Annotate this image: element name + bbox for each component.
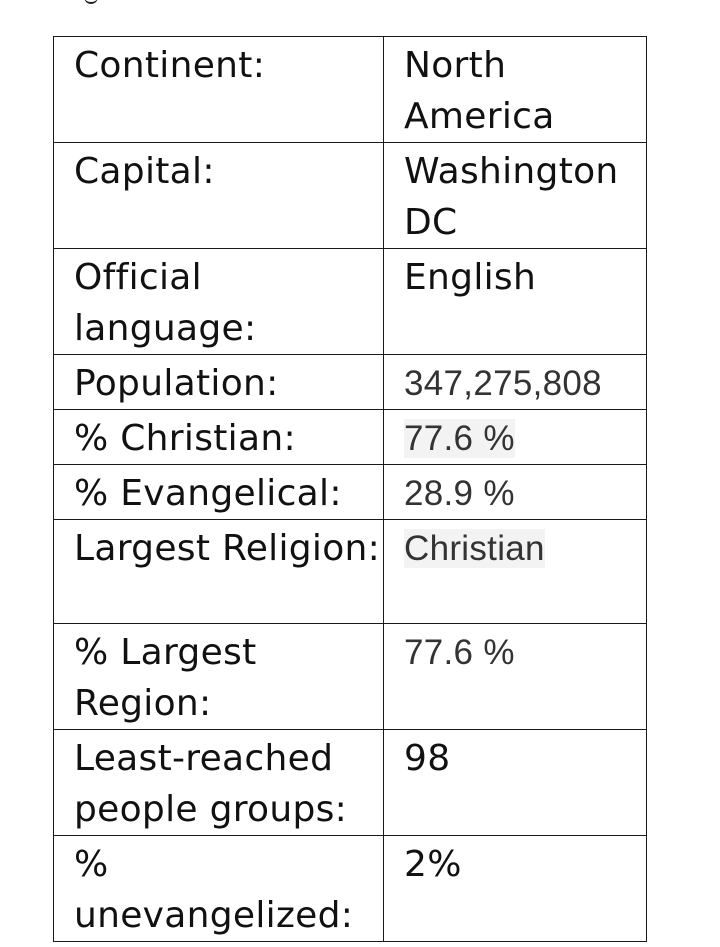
- row-value-largest-religion: [384, 520, 647, 624]
- row-value-capital: Washington DC: [384, 143, 647, 249]
- christian-percent-value: 77.6 %: [404, 419, 515, 458]
- population-value: 347,275,808: [404, 364, 602, 403]
- table-row: [54, 730, 647, 836]
- row-label-least-reached: Least-reached people groups:: [54, 730, 384, 836]
- row-value-largest-region-percent: [384, 624, 647, 730]
- table-row: [54, 836, 647, 942]
- table-row: [54, 520, 647, 624]
- previous-line-fragment: [84, 0, 98, 4]
- table-row: [54, 355, 647, 410]
- row-label-population: Population:: [54, 355, 384, 410]
- row-label-language: Official language:: [54, 249, 384, 355]
- table-row: [54, 143, 647, 249]
- table-row: [54, 410, 647, 465]
- table-row: [54, 465, 647, 520]
- table-row: [54, 249, 647, 355]
- row-value-least-reached: 98: [384, 730, 647, 836]
- row-label-christian: % Christian:: [54, 410, 384, 465]
- row-value-population: [384, 355, 647, 410]
- row-label-continent: Continent:: [54, 37, 384, 143]
- largest-religion-value: Christian: [404, 529, 545, 568]
- row-value-language: English: [384, 249, 647, 355]
- row-label-largest-region-percent: % Largest Region:: [54, 624, 384, 730]
- row-value-christian: [384, 410, 647, 465]
- table-row: [54, 624, 647, 730]
- largest-region-percent-value: 77.6 %: [404, 633, 515, 672]
- row-label-unevangelized: % unevangelized:: [54, 836, 384, 942]
- row-label-largest-religion: Largest Religion:: [54, 520, 384, 624]
- row-value-continent: North America: [384, 37, 647, 143]
- row-label-capital: Capital:: [54, 143, 384, 249]
- row-label-evangelical: % Evangelical:: [54, 465, 384, 520]
- country-facts-table: [53, 36, 647, 942]
- row-value-unevangelized: 2%: [384, 836, 647, 942]
- evangelical-percent-value: 28.9 %: [404, 474, 515, 513]
- row-value-evangelical: [384, 465, 647, 520]
- table-row: [54, 37, 647, 143]
